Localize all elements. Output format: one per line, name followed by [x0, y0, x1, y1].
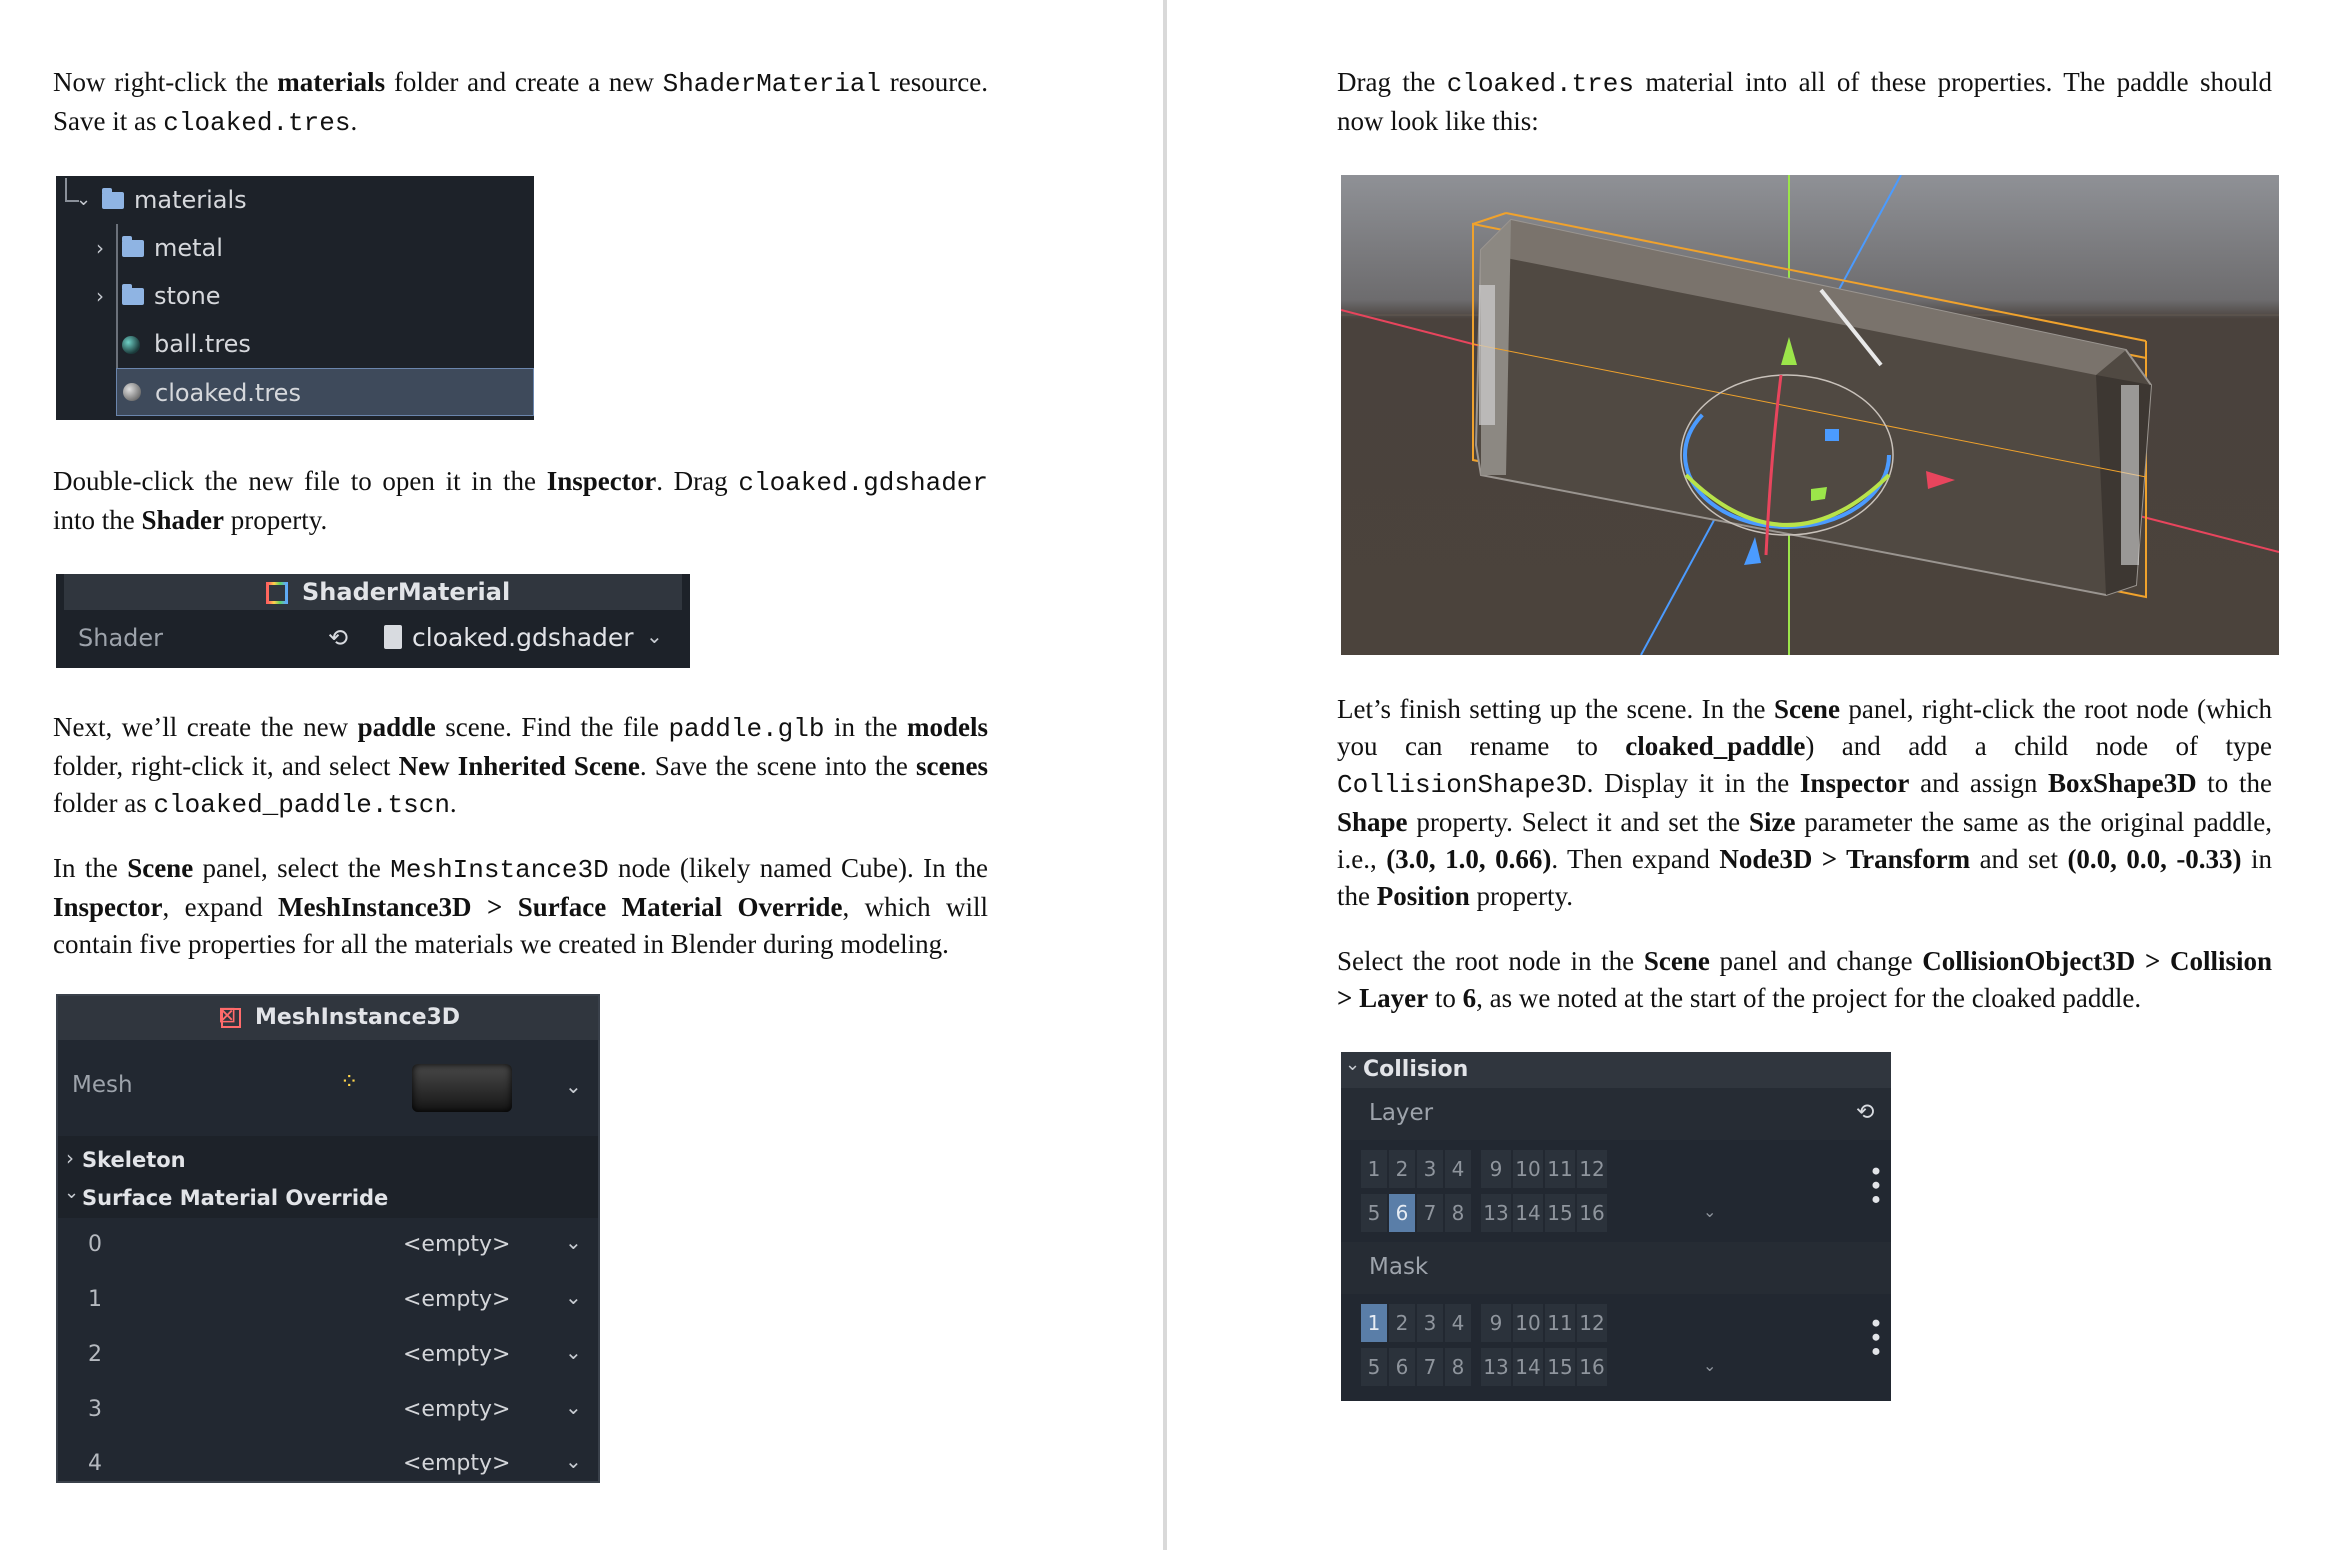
- layer-bit-cell[interactable]: 10: [1513, 1304, 1543, 1342]
- chevron-down-icon[interactable]: ⌄: [76, 189, 92, 210]
- layer-bit-cell[interactable]: 8: [1445, 1348, 1471, 1386]
- layer-bit-grid: [1361, 1150, 1761, 1240]
- layer-bit-cell[interactable]: 3: [1417, 1150, 1443, 1188]
- layer-bit-cell[interactable]: 9: [1481, 1150, 1511, 1188]
- mask-label-row: Mask: [1341, 1242, 1891, 1294]
- chevron-down-icon[interactable]: ⌄: [565, 1395, 582, 1419]
- shader-file-value[interactable]: cloaked.gdshader: [384, 618, 664, 660]
- layer-bit-cell[interactable]: 4: [1445, 1150, 1471, 1188]
- paragraph-drag-material: Drag the cloaked.tres material into all of these properties. The paddle should now look like this:: [1337, 67, 2272, 136]
- layer-label-row: Layer ⟲: [1341, 1088, 1891, 1140]
- shader-property-row: Shader ⟲ cloaked.gdshader ⌄: [56, 610, 690, 668]
- surface-slot-row[interactable]: 2 <empty> ⌄: [88, 1340, 582, 1367]
- tree-item-stone[interactable]: › stone: [96, 272, 516, 320]
- more-options-icon[interactable]: •••: [1861, 1316, 1889, 1359]
- layer-bit-cell[interactable]: 1: [1361, 1150, 1387, 1188]
- layer-bit-cell[interactable]: 2: [1389, 1304, 1415, 1342]
- chevron-down-icon[interactable]: ⌄: [1703, 1356, 1717, 1375]
- layer-bit-cell[interactable]: 9: [1481, 1304, 1511, 1342]
- tree-item-materials[interactable]: ⌄ materials: [76, 176, 516, 224]
- layer-bit-cell[interactable]: 16: [1577, 1348, 1607, 1386]
- layer-bit-cell[interactable]: 16: [1577, 1194, 1607, 1232]
- shader-file-icon: [384, 625, 402, 649]
- mesh-resource-icon: ⁘: [340, 1070, 359, 1095]
- layer-bit-cell[interactable]: 13: [1481, 1194, 1511, 1232]
- mesh-preview-thumbnail[interactable]: [412, 1064, 512, 1112]
- collision-inspector-screenshot: [1341, 1052, 1891, 1401]
- surface-slot-row[interactable]: 1 <empty> ⌄: [88, 1285, 582, 1312]
- layer-bit-cell[interactable]: 12: [1577, 1150, 1607, 1188]
- paragraph-open-inspector: Double-click the new file to open it in the Inspector. Drag cloaked.gdshader into the Shader property.: [53, 466, 988, 535]
- layer-bit-cell[interactable]: 13: [1481, 1348, 1511, 1386]
- material-sphere-icon: [123, 383, 141, 401]
- shadermaterial-inspector-screenshot: [56, 574, 690, 668]
- chevron-down-icon[interactable]: ⌄: [565, 1340, 582, 1364]
- chevron-down-icon[interactable]: ⌄: [1703, 1202, 1717, 1221]
- chevron-down-icon[interactable]: ⌄: [565, 1230, 582, 1254]
- revert-icon[interactable]: ⟲: [1856, 1100, 1875, 1125]
- filesystem-tree-screenshot: [56, 176, 534, 420]
- surface-slots-list: [58, 1218, 598, 1483]
- layer-bit-cell[interactable]: 11: [1545, 1150, 1575, 1188]
- revert-icon[interactable]: ⟲: [328, 624, 349, 652]
- paragraph-finish-scene-setup: Let’s finish setting up the scene. In the Scene panel, right-click the root node (which you can rename to cloaked_paddle) and add a child node of type CollisionShape3D. Display it in the Inspector and assign BoxShape3D to the Shape property. Select it and set the Size parameter the same as the original paddle, i.e., (3.0, 1.0, 0.66). Then expand Node3D > Transform and set (0.0, 0.0, -0.33) in the Position property.: [1337, 694, 2273, 911]
- layer-bit-cell[interactable]: 8: [1445, 1194, 1471, 1232]
- layer-bit-cell[interactable]: 6: [1389, 1194, 1415, 1232]
- meshinstance3d-inspector-screenshot: [56, 994, 600, 1483]
- layer-bit-cell[interactable]: 14: [1513, 1348, 1543, 1386]
- material-sphere-icon: [122, 336, 140, 354]
- layer-grid-row: [1341, 1140, 1891, 1250]
- layer-bit-cell[interactable]: 5: [1361, 1348, 1387, 1386]
- layer-bit-cell[interactable]: 2: [1389, 1150, 1415, 1188]
- layer-bit-cell[interactable]: 12: [1577, 1304, 1607, 1342]
- chevron-right-icon[interactable]: ›: [96, 236, 104, 260]
- chevron-down-icon[interactable]: ⌄: [565, 1449, 582, 1473]
- chevron-down-icon[interactable]: ⌄: [646, 624, 663, 648]
- shadermaterial-header: ShaderMaterial: [64, 574, 682, 610]
- mask-bit-grid: [1361, 1304, 1761, 1394]
- tree-item-metal[interactable]: › metal: [96, 224, 516, 272]
- chevron-down-icon[interactable]: ⌄: [565, 1285, 582, 1309]
- paragraph-create-paddle-scene: Next, we’ll create the new paddle scene. Find the file paddle.glb in the models folder, right-click it, and select New Inherited Scene. Save the scene into the scenes folder as cloaked_paddle.tscn.: [53, 712, 989, 820]
- chevron-right-icon: ›: [66, 1146, 74, 1170]
- surface-material-override-section[interactable]: ⌄ Surface Material Override: [64, 1182, 389, 1210]
- layer-bit-cell[interactable]: 7: [1417, 1194, 1443, 1232]
- surface-slot-row[interactable]: 4 <empty> ⌄: [88, 1449, 582, 1476]
- layer-bit-cell[interactable]: 6: [1389, 1348, 1415, 1386]
- layer-bit-cell[interactable]: 15: [1545, 1348, 1575, 1386]
- layer-bit-cell[interactable]: 11: [1545, 1304, 1575, 1342]
- more-options-icon[interactable]: •••: [1861, 1164, 1889, 1207]
- surface-slot-row[interactable]: 0 <empty> ⌄: [88, 1230, 582, 1257]
- layer-bit-cell[interactable]: 15: [1545, 1194, 1575, 1232]
- meshinstance3d-header: ⊠ MeshInstance3D: [58, 996, 598, 1040]
- chevron-down-icon: ⌄: [1345, 1054, 1361, 1075]
- chevron-right-icon[interactable]: ›: [96, 284, 104, 308]
- meshinstance3d-icon-cross: ⊠: [218, 1003, 237, 1028]
- folder-icon: [102, 192, 124, 209]
- mesh-property-row: Mesh ⁘ ⌄: [58, 1040, 598, 1136]
- paragraph-create-shadermaterial: Now right-click the materials folder and create a new ShaderMaterial resource. Save it as cloaked.tres.: [53, 67, 988, 138]
- chevron-down-icon: ⌄: [64, 1182, 80, 1203]
- collision-section-header[interactable]: ⌄ Collision: [1341, 1052, 1891, 1088]
- tree-item-ball-tres[interactable]: ball.tres: [122, 320, 522, 368]
- folder-icon: [122, 288, 144, 305]
- layer-bit-cell[interactable]: 5: [1361, 1194, 1387, 1232]
- layer-bit-cell[interactable]: 1: [1361, 1304, 1387, 1342]
- shadermaterial-icon: [266, 582, 288, 604]
- layer-bit-cell[interactable]: 14: [1513, 1194, 1543, 1232]
- layer-bit-cell[interactable]: 10: [1513, 1150, 1543, 1188]
- tree-item-cloaked-tres[interactable]: cloaked.tres: [116, 368, 534, 416]
- layer-bit-cell[interactable]: 7: [1417, 1348, 1443, 1386]
- mask-grid-row: [1341, 1294, 1891, 1401]
- chevron-down-icon[interactable]: ⌄: [565, 1074, 582, 1098]
- paragraph-collision-layer: Select the root node in the Scene panel and change CollisionObject3D > Collision > Layer to 6, as we noted at the start of the project for the cloaked paddle.: [1337, 946, 2272, 1013]
- layer-bit-cell[interactable]: 4: [1445, 1304, 1471, 1342]
- surface-slot-row[interactable]: 3 <empty> ⌄: [88, 1395, 582, 1422]
- folder-icon: [122, 240, 144, 257]
- viewport-scene: [1341, 175, 2279, 655]
- skeleton-section[interactable]: › Skeleton: [66, 1146, 186, 1172]
- paddle-3d-viewport-screenshot: [1341, 175, 2279, 655]
- paragraph-surface-material-override: In the Scene panel, select the MeshInstance3D node (likely named Cube). In the Inspector, expand MeshInstance3D > Surface Material Override, which will contain five properties for all the materials we created in Blender during modeling.: [53, 853, 988, 959]
- layer-bit-cell[interactable]: 3: [1417, 1304, 1443, 1342]
